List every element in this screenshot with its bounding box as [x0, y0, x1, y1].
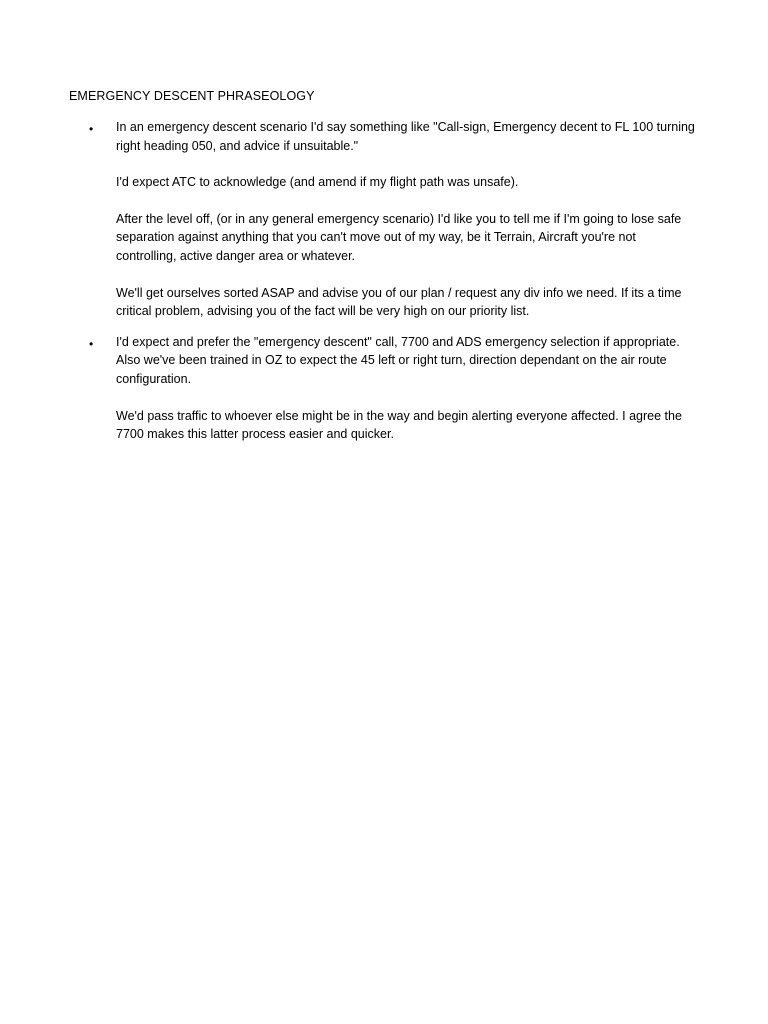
- paragraph: I'd expect and prefer the "emergency descent" call, 7700 and ADS emergency selection if appropriate. Also we've been trained in OZ to expect the 45 left or right turn, direction dependant on the air route configuration.: [116, 334, 680, 386]
- bullet-icon: •: [89, 336, 94, 351]
- bullet-icon: •: [89, 122, 94, 136]
- paragraph: I'd expect ATC to acknowledge (and amend if my flight path was unsafe).: [116, 175, 519, 190]
- list-item: [0, 118, 768, 321]
- document-title: EMERGENCY DESCENT PHRASEOLOGY: [69, 89, 315, 103]
- list-item: [0, 333, 768, 444]
- paragraph: After the level off, (or in any general emergency scenario) I'd like you to tell me if I'm going to lose safe separation against anything that you can't move out of my way, be it Terrain, Aircraft you're not controlling, active danger area or whatever.: [116, 211, 682, 263]
- paragraph: We'd pass traffic to whoever else might be in the way and begin alerting everyone affected. I agree the 7700 makes this latter process easier and quicker.: [116, 408, 682, 442]
- bullet-list: [0, 118, 768, 456]
- paragraph: We'll get ourselves sorted ASAP and advise you of our plan / request any div info we need. If its a time critical problem, advising you of the fact will be very high on our priority list.: [116, 285, 682, 319]
- paragraph: In an emergency descent scenario I'd say something like "Call-sign, Emergency decent to FL 100 turning right heading 050, and advice if unsuitable.": [116, 120, 695, 153]
